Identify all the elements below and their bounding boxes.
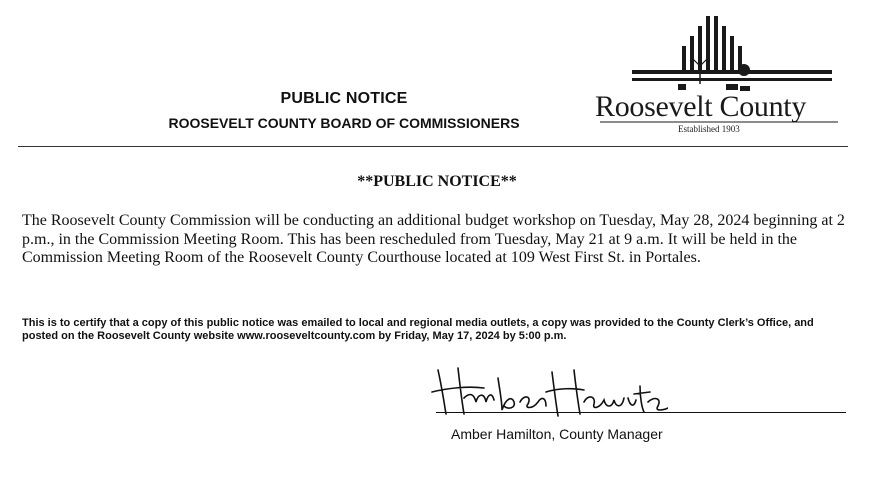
notice-heading: **PUBLIC NOTICE** xyxy=(357,173,517,190)
certification-statement: This is to certify that a copy of this public notice was emailed to local and regional media outlets, a copy was provided to the County Clerk’s Office, and posted on the Roosevelt County website www.rooseveltcounty.com by Friday, May 17, 2024 by 5:00 p.m. xyxy=(22,317,814,342)
logo-established: Established 1903 xyxy=(678,124,740,134)
signature-line xyxy=(436,412,846,413)
header-divider xyxy=(18,146,848,147)
notice-body: The Roosevelt County Commission will be conducting an additional budget workshop on Tuesday, May 28, 2024 beginning at 2 p.m., in the Commission Meeting Room. This has been rescheduled from Tuesday, May 21 at 9 a.m. It will be held in the Commission Meeting Room of the Roosevelt County Courthouse located at 109 West First St. in Portales. xyxy=(22,212,845,266)
notice-title: PUBLIC NOTICE xyxy=(280,90,408,107)
handwritten-signature xyxy=(428,358,668,420)
board-name: ROOSEVELT COUNTY BOARD OF COMMISSIONERS xyxy=(168,115,520,131)
logo-county-name: Roosevelt County xyxy=(595,90,807,123)
signer-name: Amber Hamilton, County Manager xyxy=(451,426,663,442)
